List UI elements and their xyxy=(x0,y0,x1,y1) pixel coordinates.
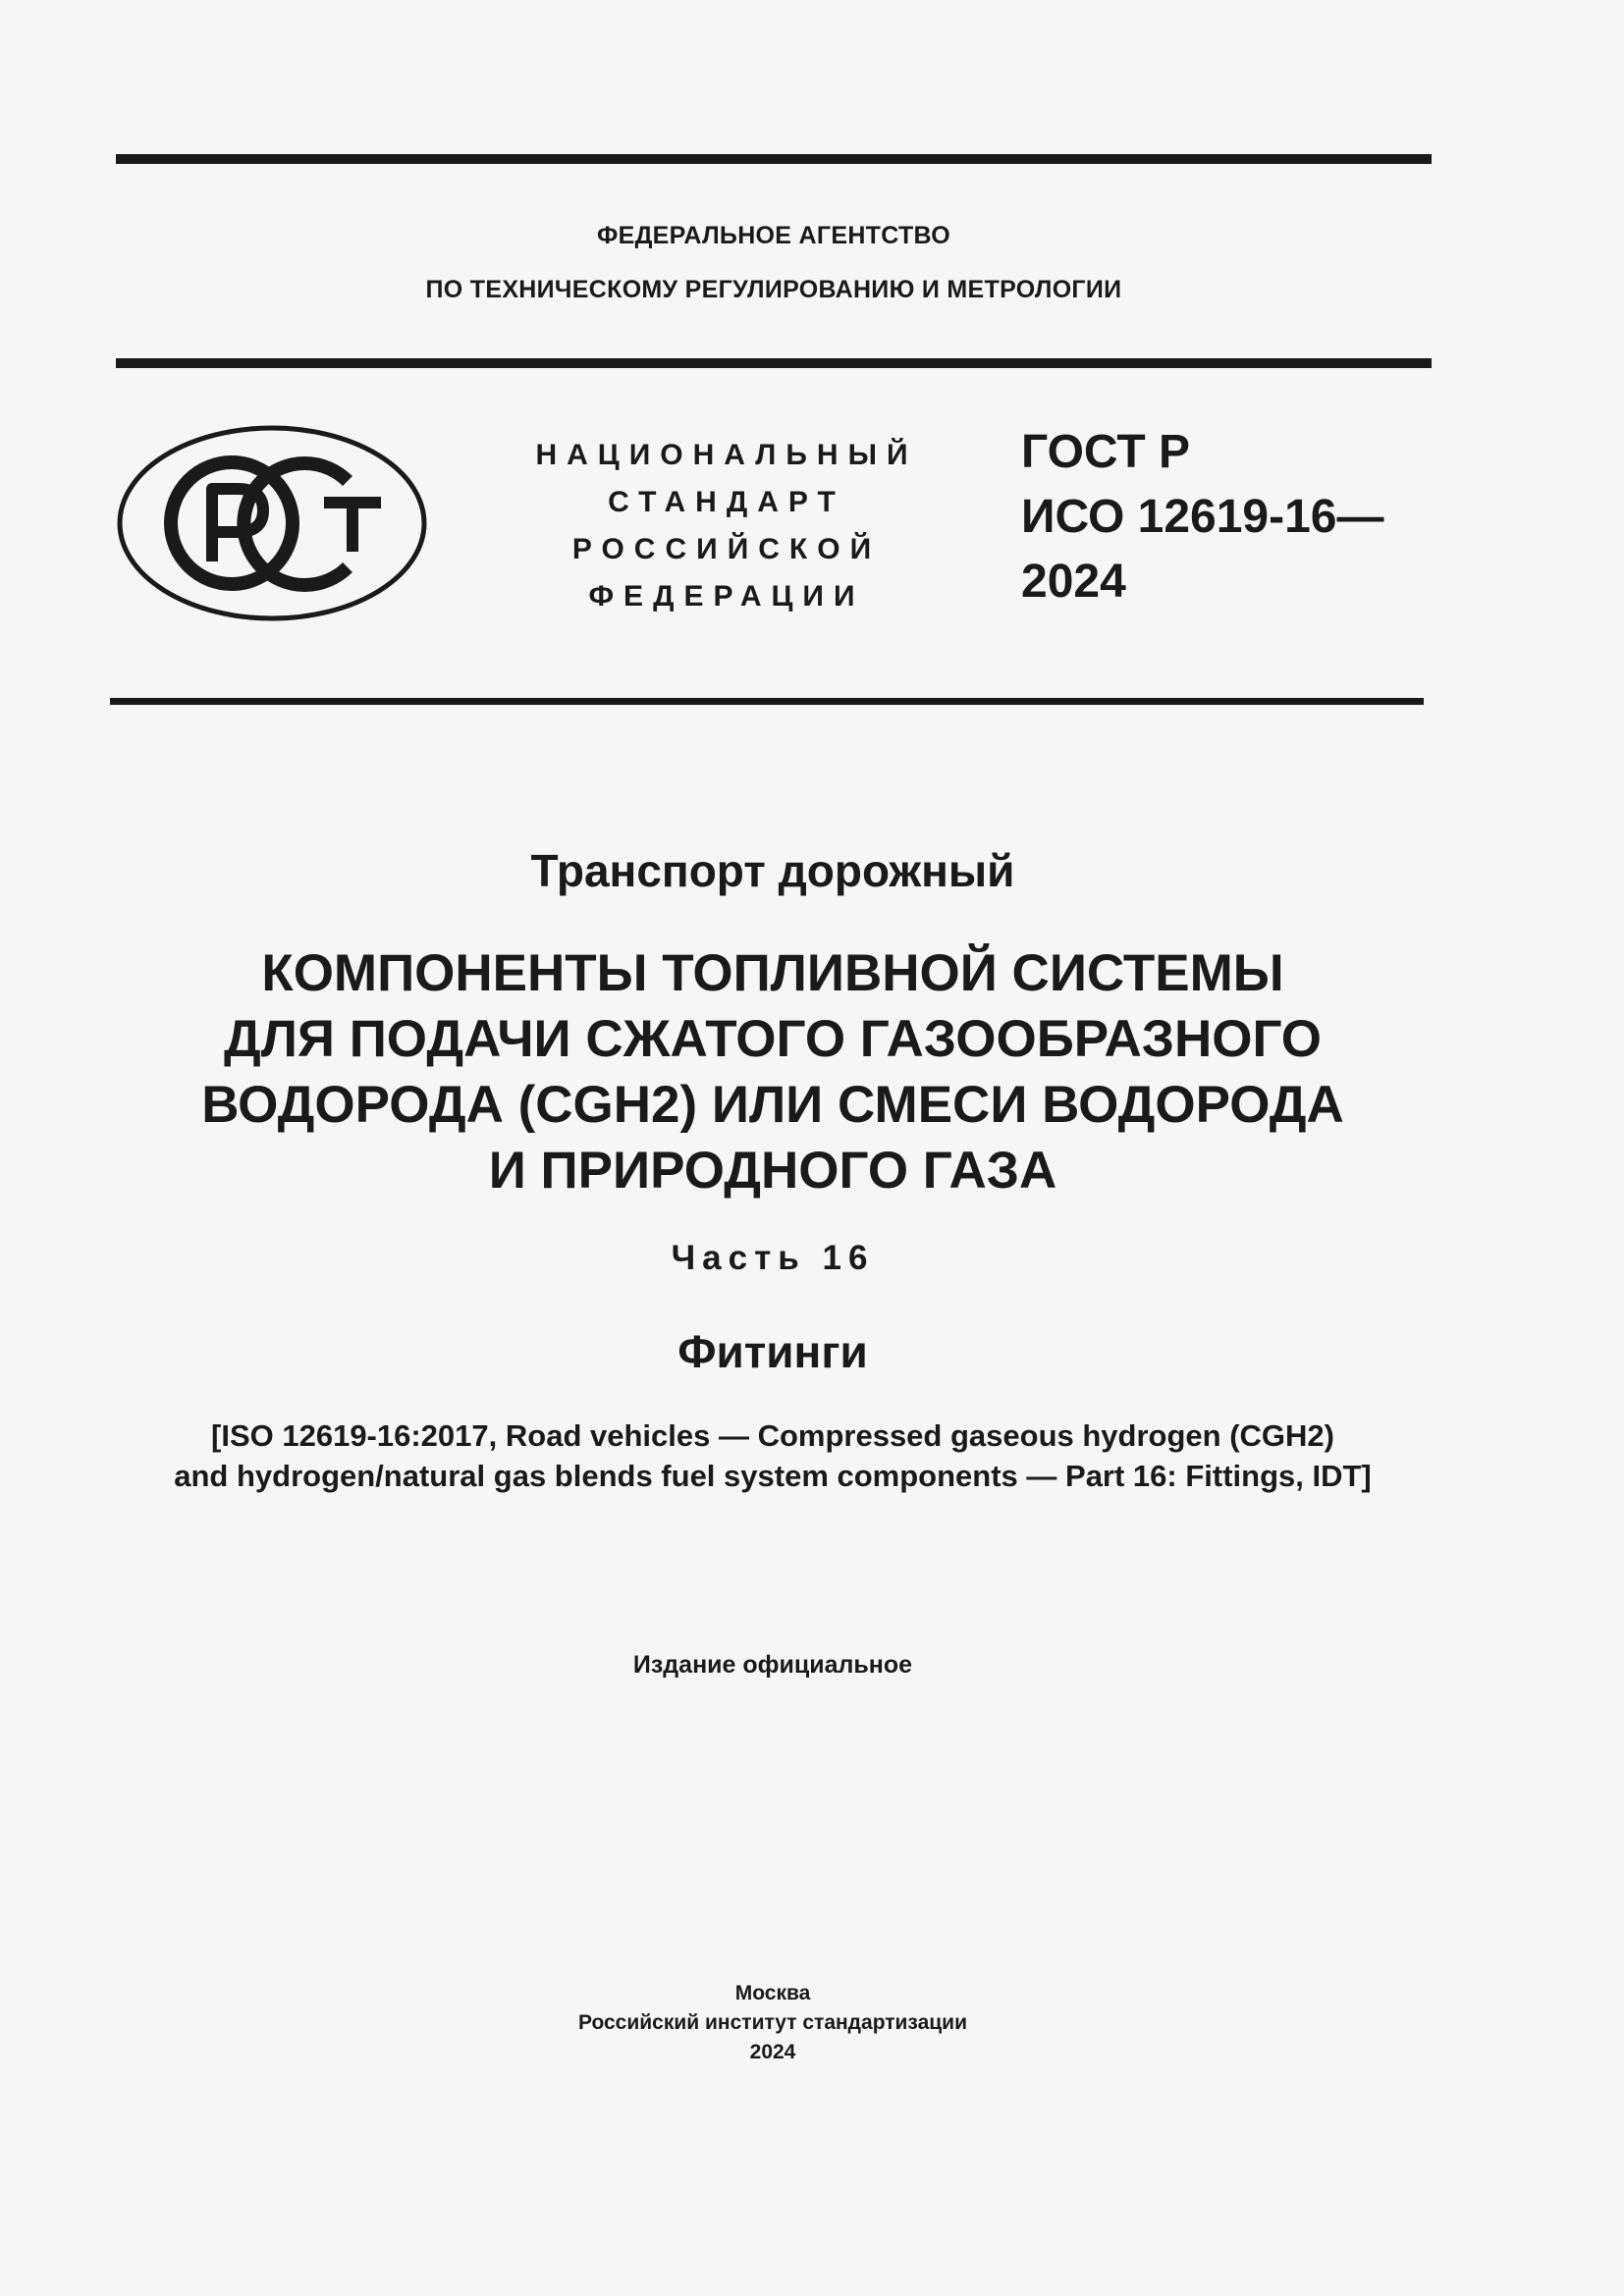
part-number: Часть 16 xyxy=(671,1239,875,1277)
rst-logo-icon xyxy=(116,424,428,622)
title-line4: И ПРИРОДНОГО ГАЗА xyxy=(488,1142,1057,1200)
standard-type-line4: ФЕДЕРАЦИИ xyxy=(588,580,865,613)
part-title: Фитинги xyxy=(677,1326,868,1377)
publisher-institute: Российский институт стандартизации xyxy=(577,2011,968,2034)
document-title xyxy=(79,940,1467,1203)
iso-reference-line2: and hydrogen/natural gas blends fuel system components — Part 16: Fittings, IDT] xyxy=(174,1459,1372,1493)
top-rule xyxy=(116,154,1432,164)
agency-name-line2: ПО ТЕХНИЧЕСКОМУ РЕГУЛИРОВАНИЮ И МЕТРОЛОГИИ xyxy=(425,276,1122,303)
publisher-city: Москва xyxy=(734,1982,811,2004)
iso-reference xyxy=(79,1415,1467,1496)
standard-type-line3: РОССИЙСКОЙ xyxy=(571,533,882,565)
bottom-rule xyxy=(110,698,1424,705)
standard-type-line1: НАЦИОНАЛЬНЫЙ xyxy=(535,439,918,471)
document-subtitle: Транспорт дорожный xyxy=(530,845,1015,896)
edition-note: Издание официальное xyxy=(632,1651,913,1679)
standard-designation xyxy=(1021,420,1384,614)
publisher-year: 2024 xyxy=(749,2041,796,2063)
agency-name-line1: ФЕДЕРАЛЬНОЕ АГЕНТСТВО xyxy=(596,222,951,249)
designation-line2: ИСО 12619-16— xyxy=(1021,491,1384,543)
designation-line1: ГОСТ Р xyxy=(1021,426,1191,478)
iso-reference-line1: [ISO 12619-16:2017, Road vehicles — Compressed gaseous hydrogen (CGH2) xyxy=(211,1418,1334,1453)
title-line3: ВОДОРОДА (CGH2) ИЛИ СМЕСИ ВОДОРОДА xyxy=(201,1076,1344,1134)
middle-rule xyxy=(116,358,1432,368)
national-standard-label xyxy=(491,432,962,620)
title-line1: КОМПОНЕНТЫ ТОПЛИВНОЙ СИСТЕМЫ xyxy=(261,944,1284,1002)
designation-line3: 2024 xyxy=(1021,556,1126,608)
title-line2: ДЛЯ ПОДАЧИ СЖАТОГО ГАЗООБРАЗНОГО xyxy=(223,1010,1323,1068)
publisher-block xyxy=(79,1979,1467,2067)
standard-type-line2: СТАНДАРТ xyxy=(608,486,845,518)
